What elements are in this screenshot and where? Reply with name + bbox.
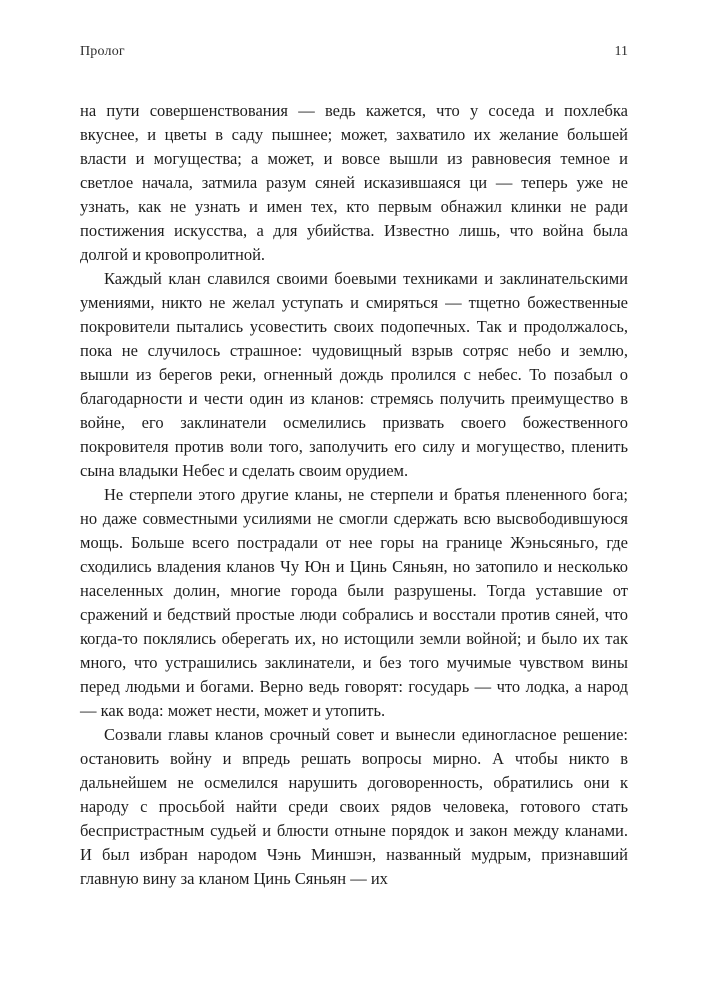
page-number: 11 bbox=[614, 44, 628, 59]
paragraph-2: Каждый клан славился своими боевыми техниками и заклинательскими умениями, никто не желал уступать и смиряться — тщетно божественные покровители пытались усовестить своих подопечных. Так и продолжалось, пока не случилось страшное: чудовищный взрыв сотряс небо и землю, вышли из берегов реки, огненный дождь пролился с небес. То позабыл о благодарности и чести один из кланов: стремясь получить преимущество в войне, его заклинатели осмелились призвать своего божественного покровителя против воли того, заполучить его силу и могущество, пленить сына владыки Небес и сделать своим орудием. bbox=[80, 269, 628, 480]
running-title: Пролог bbox=[80, 44, 125, 59]
paragraph-3: Не стерпели этого другие кланы, не стерпели и братья плененного бога; но даже совместными усилиями не смогли сдержать всю высвободившуюся мощь. Больше всего пострадали от нее горы на границе Жэньсяньго, где сходились владения кланов Чу Юн и Цинь Сяньян, но затопило и несколько населенных долин, многие города были разрушены. Тогда уставшие от сражений и бедствий простые люди собрались и восстали против сяней, что когда-то поклялись оберегать их, но истощили земли войной; и было их так много, что устрашились заклинатели, и без того мучимые чувством вины перед людьми и богами. Верно ведь говорят: государь — что лодка, а народ — как вода: может нести, может и утопить. bbox=[80, 485, 628, 720]
page-header bbox=[80, 44, 628, 60]
paragraph-1: на пути совершенствования — ведь кажется, что у соседа и похлебка вкуснее, и цветы в саду пышнее; может, захватило их желание большей власти и могущества; а может, и вовсе вышли из равновесия темное и светлое начала, затмила разум сяней исказившаяся ци — теперь уже не узнать, как не узнать и имен тех, кто первым обнажил клинки не ради постижения искусства, а для убийства. Известно лишь, что война была долгой и кровопролитной. bbox=[80, 101, 628, 264]
paragraph-4: Созвали главы кланов срочный совет и вынесли единогласное решение: остановить войну и впредь решать вопросы мирно. А чтобы никто в дальнейшем не осмелился нарушить договоренность, обратились они к народу с просьбой найти среди своих рядов человека, готового стать беспристрастным судьей и блюсти отныне порядок и закон между кланами. И был избран народом Чэнь Миншэн, названный мудрым, признавший главную вину за кланом Цинь Сяньян — их bbox=[80, 725, 628, 888]
body-text bbox=[80, 99, 628, 891]
